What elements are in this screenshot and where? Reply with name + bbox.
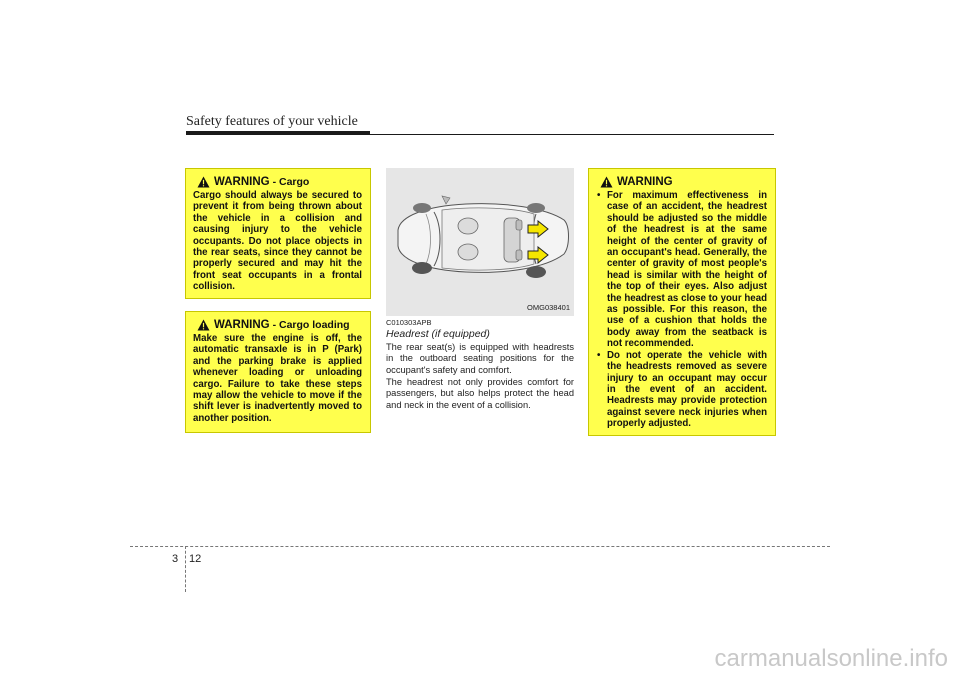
warning-headrest-title-row (596, 175, 767, 189)
headrest-paragraph-2: The headrest not only provides comfort for passengers, but also helps protect the head and neck in the event of a collision. (386, 377, 574, 410)
watermark-text: carmanualsonline.info (714, 645, 948, 672)
warning-cargo-title-row (193, 175, 362, 189)
warning-headrest-box (588, 168, 776, 436)
warning-cargo-loading-box (185, 311, 371, 433)
warning-headrest-title: WARNING (617, 176, 673, 188)
warning-triangle-icon (197, 176, 210, 188)
warning-headrest-bullet: • For maximum effectiveness in case of an accident, the headrest should be adjusted so the middle of the headrest is at the same height of the center of gravity of an occupant's head. Generally, the center of gravity of most people's head is similar with the height of the top of their eyes. Also adjust the headrest as close to your head as possible. For this reason, the use of a cushion that holds the body away from the seatback is not recommended. (596, 190, 767, 350)
section-heading: Headrest (if equipped) (386, 328, 490, 340)
warning-cargo-loading-title: WARNING (214, 319, 270, 331)
warning-cargo-loading-title-row (193, 318, 362, 332)
warning-headrest-list (596, 190, 767, 430)
headrest-arrow-icon-upper (526, 220, 550, 238)
section-ref-code: C010303APB (386, 318, 432, 327)
warning-cargo-box (185, 168, 371, 299)
warning-headrest-bullet: • Do not operate the vehicle with the headrests removed as severe injury to an occupant may occur in the event of an accident. Headrests may provide protection against severe neck injuries when properly adjusted. (596, 350, 767, 430)
headrest-paragraph-1: The rear seat(s) is equipped with headrests in the outboard seating positions for the occupant's safety and comfort. (386, 342, 574, 375)
page-header-title: Safety features of your vehicle (186, 114, 358, 129)
header-rule (186, 134, 774, 135)
footer-vertical-rule (185, 546, 186, 592)
warning-cargo-loading-subtitle: - Cargo loading (272, 319, 350, 331)
car-headrest-illustration (386, 168, 574, 316)
headrest-figure (386, 168, 574, 316)
warning-cargo-loading-text: Make sure the engine is off, the automatic transaxle is in P (Park) and the parking brake is applied whenever loading or unloading cargo. Failure to take these steps may allow the vehicle to move if the shift lever is inadvertently moved to another position. (193, 333, 362, 424)
figure-code: OMG038401 (527, 303, 570, 312)
warning-triangle-icon (600, 176, 613, 188)
page-chapter-number: 3 (172, 553, 179, 565)
headrest-arrow-icon-lower (526, 246, 550, 264)
page-number: 12 (189, 553, 202, 565)
warning-triangle-icon (197, 319, 210, 331)
warning-cargo-text: Cargo should always be secured to prevent it from being thrown about the vehicle in a collision and causing injury to the vehicle occupants. Do not place objects in the rear seats, since they cannot be properly secured and may hit the front seat occupants in a frontal collision. (193, 190, 362, 293)
warning-cargo-subtitle: - Cargo (272, 176, 310, 188)
footer-rule (130, 546, 830, 547)
warning-cargo-title: WARNING (214, 176, 270, 188)
